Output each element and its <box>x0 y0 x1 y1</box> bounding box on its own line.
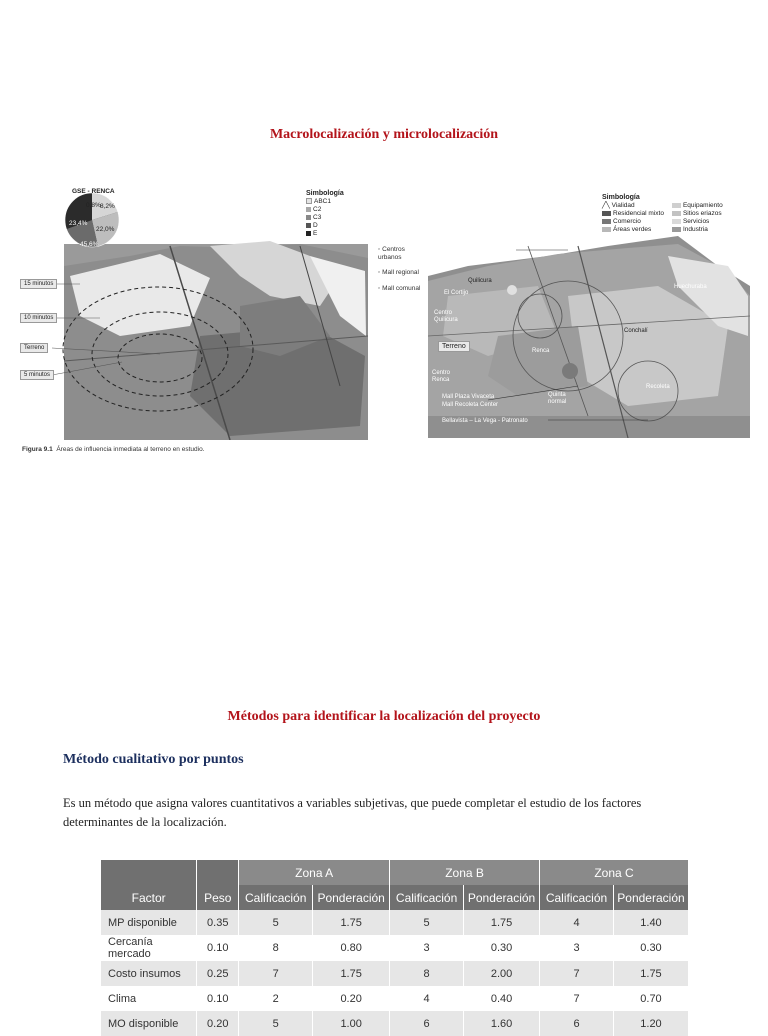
label-centro-quilicura: Centro Quilicura <box>434 310 458 323</box>
legend-item: Industria <box>672 226 723 234</box>
cell-b-cal: 8 <box>390 961 464 986</box>
header-calificacion: Calificación <box>390 885 464 910</box>
cell-peso: 0.20 <box>197 1011 239 1036</box>
pie-label-4: 45,6% <box>80 241 99 248</box>
map-left-figure <box>10 186 414 440</box>
pie-label-5: 23,4% <box>69 220 88 227</box>
cell-c-pon: 1.40 <box>613 910 688 935</box>
map-left-legend <box>306 190 344 238</box>
header-calificacion: Calificación <box>540 885 614 910</box>
cell-b-cal: 5 <box>390 910 464 935</box>
cell-peso: 0.10 <box>197 986 239 1011</box>
table-header-row-zones <box>101 860 689 885</box>
label-centro-renca: Centro Renca <box>432 370 451 383</box>
legend-item: E <box>306 230 344 238</box>
cell-a-pon: 1.00 <box>313 1011 390 1036</box>
legend-item: ╱╲ Vialidad <box>602 202 635 209</box>
cell-factor: Cercanía mercado <box>101 935 197 961</box>
cell-a-pon: 0.80 <box>313 935 390 961</box>
legend-item: Equipamiento <box>672 202 723 210</box>
cell-peso: 0.10 <box>197 935 239 961</box>
cell-factor: MO disponible <box>101 1011 197 1036</box>
cell-a-pon: 0.20 <box>313 986 390 1011</box>
legend-item: Residencial mixto <box>602 210 664 218</box>
label-quilicura: Quilicura <box>468 278 492 284</box>
legend-item: C2 <box>306 206 344 214</box>
cell-a-cal: 8 <box>239 935 313 961</box>
cell-a-cal: 7 <box>239 961 313 986</box>
label-bellavista: Bellavista – La Vega - Patronato <box>442 418 528 424</box>
label-conchali: Conchalí <box>624 328 648 334</box>
road-icon: ╱╲ <box>602 202 612 209</box>
cell-b-cal: 4 <box>390 986 464 1011</box>
tag-terreno: Terreno <box>438 341 470 352</box>
method-title: Método cualitativo por puntos <box>63 752 244 767</box>
pie-label-3: 22,0% <box>96 226 115 233</box>
header-factor: Factor <box>101 860 197 910</box>
pie-title: GSE - RENCA <box>72 188 115 195</box>
map-left-legend-title: Simbología <box>306 190 344 197</box>
factors-table <box>101 860 689 1036</box>
label-mall-plaza-vivaceta: Mall Plaza Vivaceta <box>442 394 495 400</box>
table-row <box>101 961 689 986</box>
legend-item: Comercio <box>602 218 664 226</box>
cell-b-pon: 2.00 <box>464 961 540 986</box>
label-huechuraba: Huechuraba <box>674 284 707 290</box>
cell-c-pon: 1.20 <box>613 1011 688 1036</box>
ring-tag-15: 15 minutos <box>20 279 57 289</box>
circle-icon: ◦ <box>378 284 383 292</box>
cell-b-cal: 3 <box>390 935 464 961</box>
header-peso: Peso <box>197 860 239 910</box>
table-row <box>101 935 689 961</box>
legend-item: D <box>306 222 344 230</box>
cell-c-cal: 7 <box>540 986 614 1011</box>
side-legend-item: ◦ Centros urbanos <box>378 246 405 261</box>
label-mall-plaza-norte: Mall Plaza Norte <box>442 247 489 253</box>
header-zona-b: Zona B <box>390 860 540 885</box>
ring-tag-5: 5 minutos <box>20 370 54 380</box>
circle-icon: ◦ <box>378 246 383 253</box>
cell-c-cal: 3 <box>540 935 614 961</box>
header-ponderacion: Ponderación <box>613 885 688 910</box>
cell-a-pon: 1.75 <box>313 910 390 935</box>
circle-icon: ◦ <box>378 269 383 276</box>
label-el-cortijo: El Cortijo <box>444 290 469 296</box>
legend-item: C3 <box>306 214 344 222</box>
cell-b-pon: 1.60 <box>464 1011 540 1036</box>
label-recoleta: Recoleta <box>646 384 670 390</box>
section-title-metodos: Métodos para identificar la localización del proyecto <box>227 709 541 724</box>
pie-label-1: 0,8% <box>86 202 101 209</box>
header-zona-a: Zona A <box>239 860 390 885</box>
legend-item: Sitios eriazos <box>672 210 723 218</box>
cell-a-cal: 2 <box>239 986 313 1011</box>
label-renca: Renca <box>532 348 550 354</box>
cell-b-pon: 0.40 <box>464 986 540 1011</box>
cell-b-pon: 0.30 <box>464 935 540 961</box>
cell-c-pon: 0.30 <box>613 935 688 961</box>
cell-factor: Clima <box>101 986 197 1011</box>
header-ponderacion: Ponderación <box>313 885 390 910</box>
cell-a-pon: 1.75 <box>313 961 390 986</box>
cell-peso: 0.25 <box>197 961 239 986</box>
section-title-macrolocalizacion: Macrolocalización y microlocalización <box>269 127 499 142</box>
side-legend-item: ◦ Mall regional <box>378 269 419 276</box>
cell-factor: MP disponible <box>101 910 197 935</box>
map-right-legend <box>602 194 723 234</box>
legend-item: ABC1 <box>306 198 344 206</box>
table-row <box>101 986 689 1011</box>
figure-caption: Figura 9.1 Áreas de influencia inmediata al terreno en estudio. <box>22 446 205 453</box>
header-zona-c: Zona C <box>540 860 689 885</box>
cell-peso: 0.35 <box>197 910 239 935</box>
cell-c-pon: 0.70 <box>613 986 688 1011</box>
cell-a-cal: 5 <box>239 1011 313 1036</box>
header-ponderacion: Ponderación <box>464 885 540 910</box>
map-right-legend-title: Simbología <box>602 194 640 201</box>
cell-b-pon: 1.75 <box>464 910 540 935</box>
legend-item: Áreas verdes <box>602 226 664 234</box>
method-description: Es un método que asigna valores cuantitativos a variables subjetivas, que puede completar el estudio de los factores determinantes de la localización. <box>63 796 642 829</box>
side-legend-item: ◦ Mall comunal <box>378 284 421 292</box>
cell-c-cal: 7 <box>540 961 614 986</box>
cell-c-pon: 1.75 <box>613 961 688 986</box>
cell-c-cal: 6 <box>540 1011 614 1036</box>
table-row <box>101 910 689 935</box>
cell-b-cal: 6 <box>390 1011 464 1036</box>
pie-label-2: 8,2% <box>100 203 115 210</box>
map-right-figure <box>428 186 750 438</box>
cell-a-cal: 5 <box>239 910 313 935</box>
ring-tag-terreno: Terreno <box>20 343 48 353</box>
side-legend <box>378 246 422 292</box>
ring-tag-10: 10 minutos <box>20 313 57 323</box>
cell-factor: Costo insumos <box>101 961 197 986</box>
header-calificacion: Calificación <box>239 885 313 910</box>
label-mall-recoleta-center: Mall Recoleta Center <box>442 402 499 408</box>
legend-item: Servicios <box>672 218 723 226</box>
cell-c-cal: 4 <box>540 910 614 935</box>
label-quinta-normal: Quinta normal <box>548 392 567 405</box>
